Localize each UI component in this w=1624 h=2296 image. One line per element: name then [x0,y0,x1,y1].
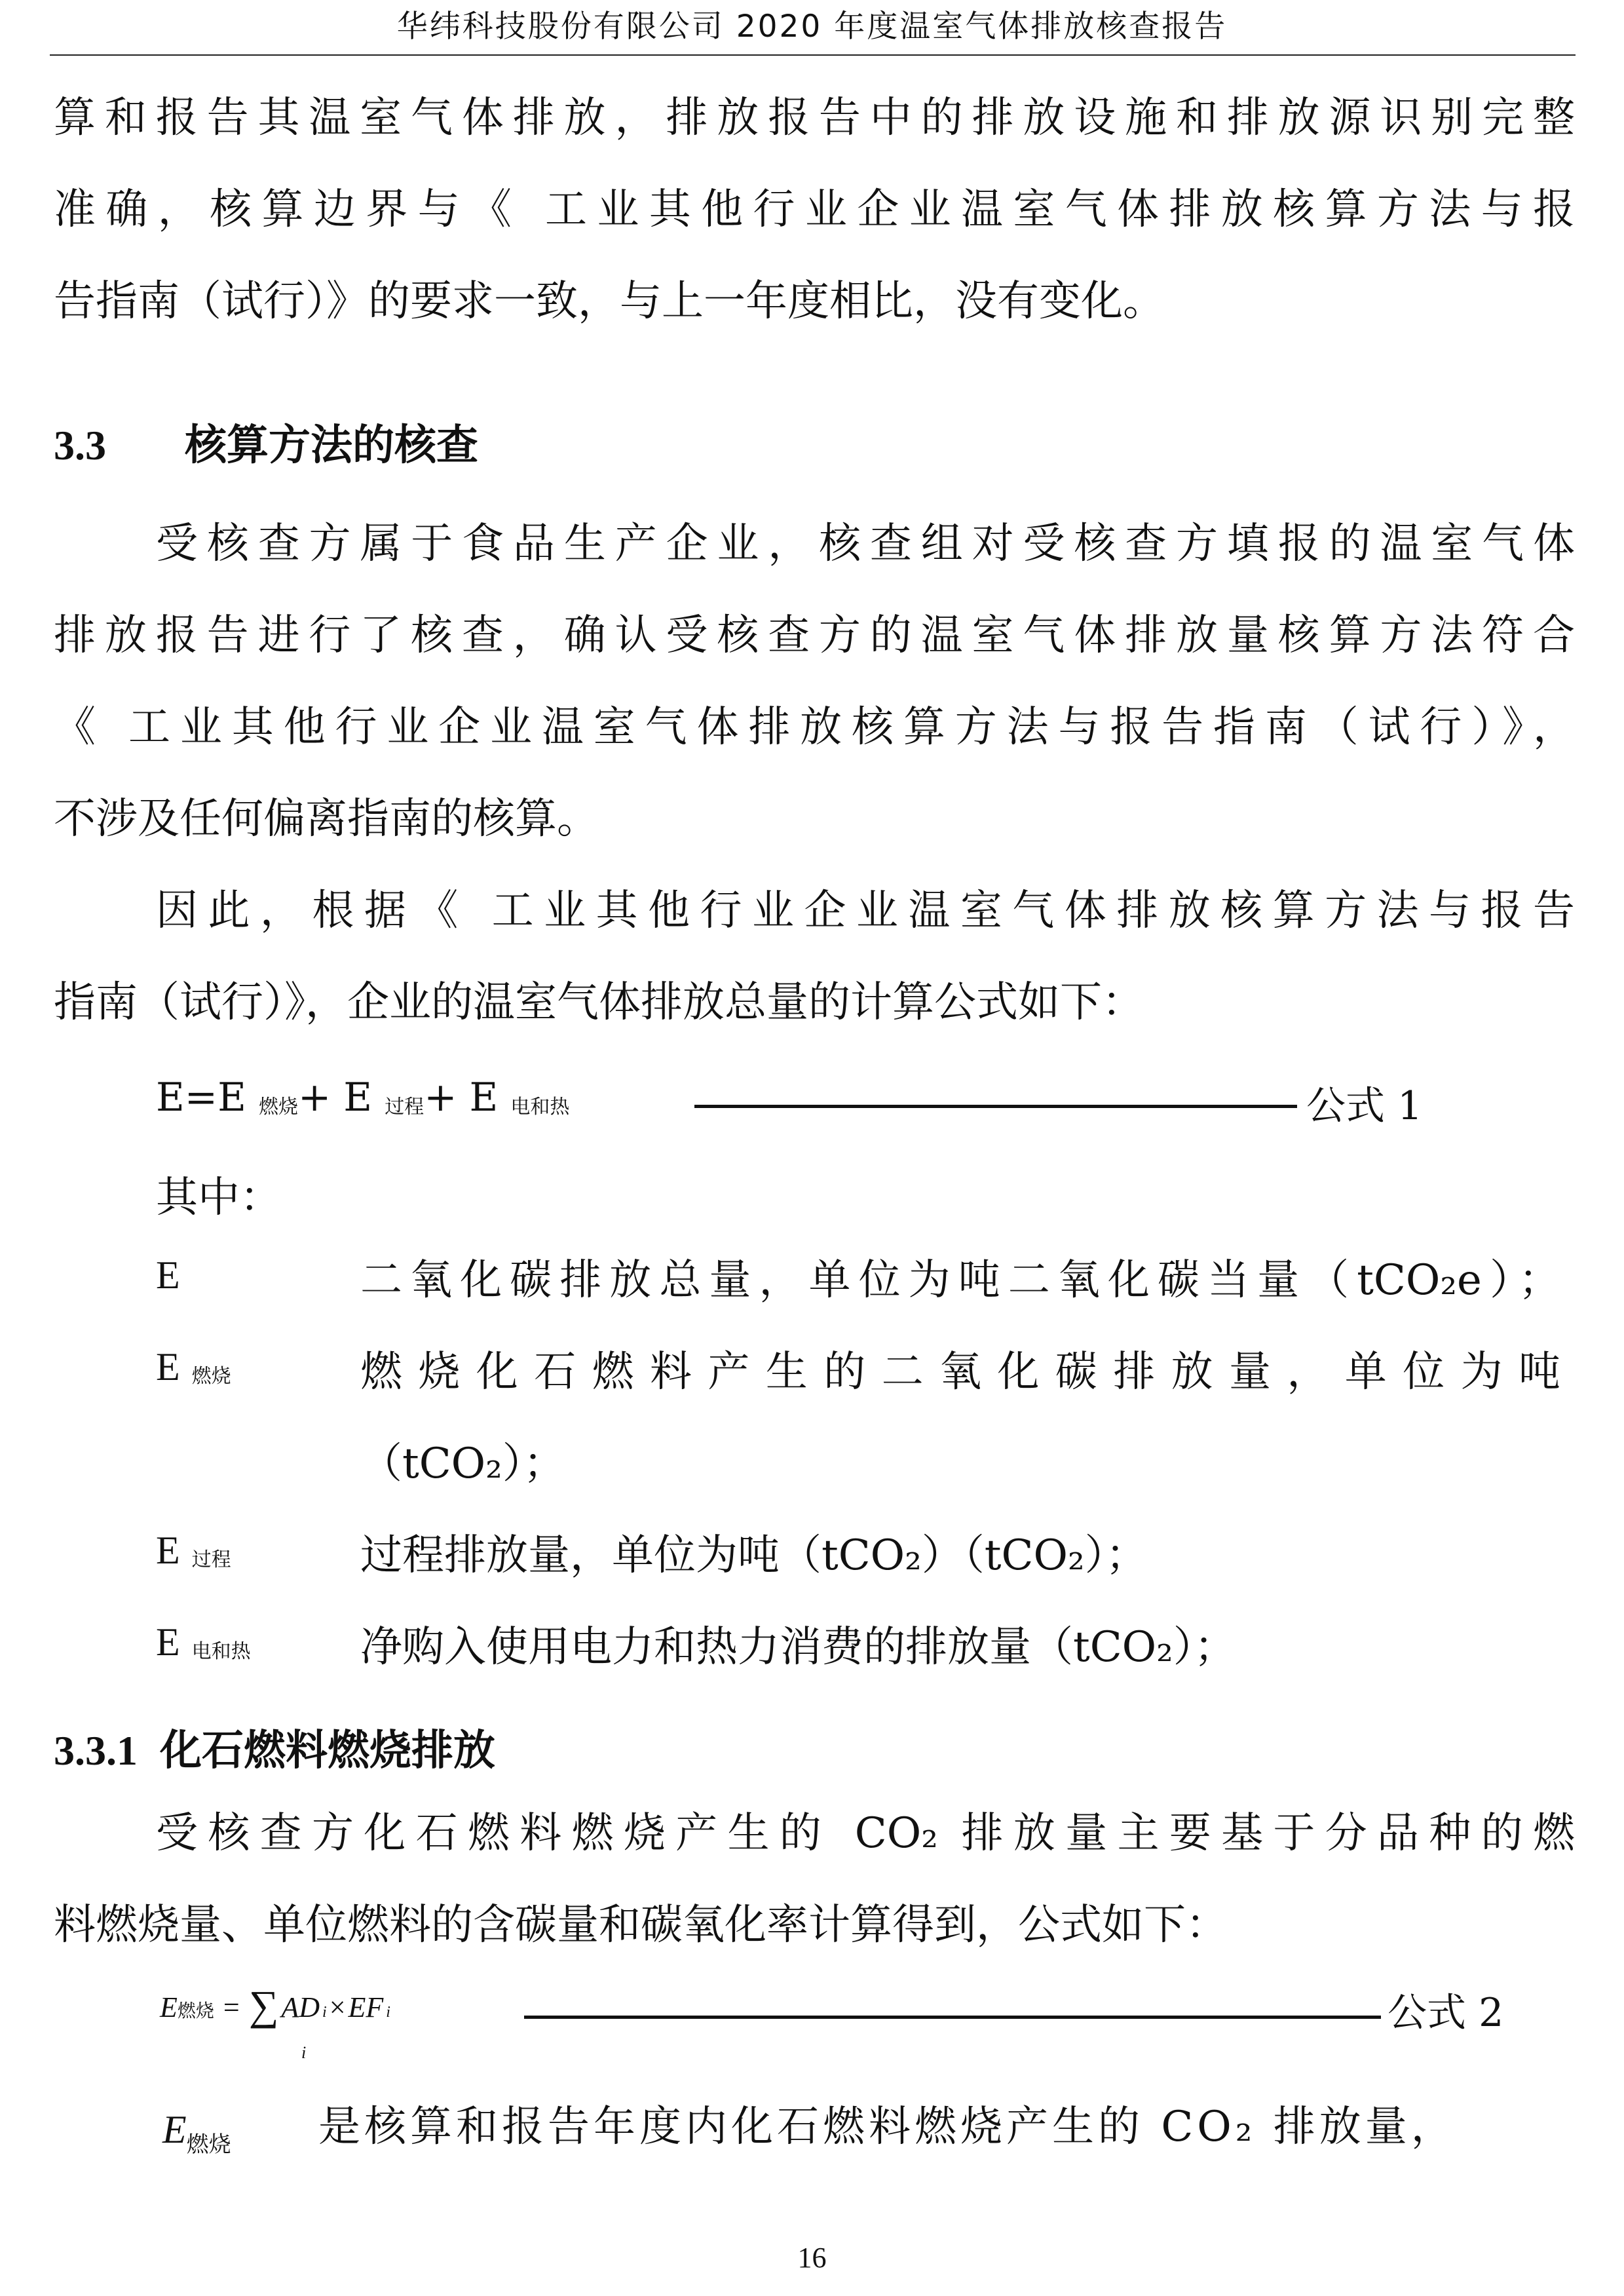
formula-label: 公式 1 [1306,1083,1423,1129]
formula-term: + E [424,1075,499,1120]
summation-symbol: ∑ [248,1982,279,2029]
paragraph-line: 受核查方属于食品生产企业，核查组对受核查方填报的温室气体 [156,520,1575,568]
definition-line: （tCO₂）； [360,1440,565,1488]
paragraph-line: 《 工业其他行业企业温室气体排放核算方法与报告指南（试行）》， [54,703,1575,752]
formula-label: 公式 2 [1388,1990,1504,2036]
section-heading-3-3 [54,411,478,472]
where-label: 其中： [156,1174,282,1222]
definition-description [360,1234,1560,1326]
paragraph-line: 排放报告进行了核查，确认受核查方的温室气体排放量核算方法符合 [54,611,1575,660]
paragraph-line: 准确，核算边界与《 工业其他行业企业温室气体排放核算方法与报 [54,185,1575,234]
formula-leader-line [524,2016,1381,2019]
definition-term: E [156,1253,180,1297]
section-title: 核算方法的核查 [185,421,478,470]
definition-description [360,1510,1560,1601]
page-header: 华纬科技股份有限公司 2020 年度温室气体排放核查报告 [396,9,1228,45]
section-number: 3.3 [54,422,106,469]
paragraph-line: 算和报告其温室气体排放，排放报告中的排放设施和排放源识别完整 [54,94,1575,142]
definition-term: E过程 [156,1529,231,1572]
header-divider [50,54,1576,56]
section-3-3-paragraph-2 [54,865,1575,1048]
paragraph-line: 告指南（试行）》的要求一致，与上一年度相比，没有变化。 [54,277,1165,326]
definition-description [360,1326,1560,1510]
summation-index: i [301,2043,307,2062]
section-3-3-1-paragraph [54,1788,1575,1971]
page-number: 16 [797,2242,827,2274]
paragraph-line: 不涉及任何偏离指南的核算。 [54,795,599,843]
paragraph-line: 因此，根据《 工业其他行业企业温室气体排放核算方法与报告 [156,887,1575,935]
paragraph-line: 受核查方化石燃料燃烧产生的 CO₂ 排放量主要基于分品种的燃 [156,1809,1575,1858]
formula-subscript: 燃烧 [258,1096,298,1119]
section-heading-3-3-1 [54,1717,495,1777]
formula-leader-line [694,1105,1297,1108]
formula-term: + E [297,1075,373,1120]
formula-1 [156,1075,569,1120]
formula-subscript: 过程 [385,1096,425,1119]
formula-term: E=E [156,1075,246,1120]
section-number: 3.3.1 [54,1727,138,1774]
variable-definition: E燃烧 是核算和报告年度内化石燃料燃烧产生的 CO₂ 排放量， [162,2107,231,2158]
paragraph-line: 料燃烧量、单位燃料的含碳量和碳氧化率计算得到，公式如下： [54,1901,1228,1949]
definition-line: 燃烧化石燃料产生的二氧化碳排放量，单位为吨 [360,1348,1560,1396]
definition-term: E燃烧 [156,1345,231,1388]
definition-term: E电和热 [156,1620,251,1664]
formula-2: E燃烧 = ∑ i AD i × EF i [160,1982,390,2062]
definition-line: 是核算和报告年度内化石燃料燃烧产生的 CO₂ 排放量， [318,2103,1457,2151]
definition-description [360,1601,1560,1693]
definition-line: 净购入使用电力和热力消费的排放量（tCO₂）； [360,1623,1236,1672]
paragraph-line: 指南（试行）》，企业的温室气体排放总量的计算公式如下： [54,978,1144,1027]
section-title: 化石燃料燃烧排放 [160,1726,495,1775]
intro-paragraph [54,72,1575,347]
definition-line: 过程排放量，单位为吨（tCO₂）（tCO₂）； [360,1531,1148,1580]
formula-subscript: 电和热 [510,1096,570,1119]
section-3-3-paragraph-1 [54,498,1575,865]
definition-line: 二氧化碳排放总量，单位为吨二氧化碳当量（tCO₂e）； [360,1256,1560,1305]
